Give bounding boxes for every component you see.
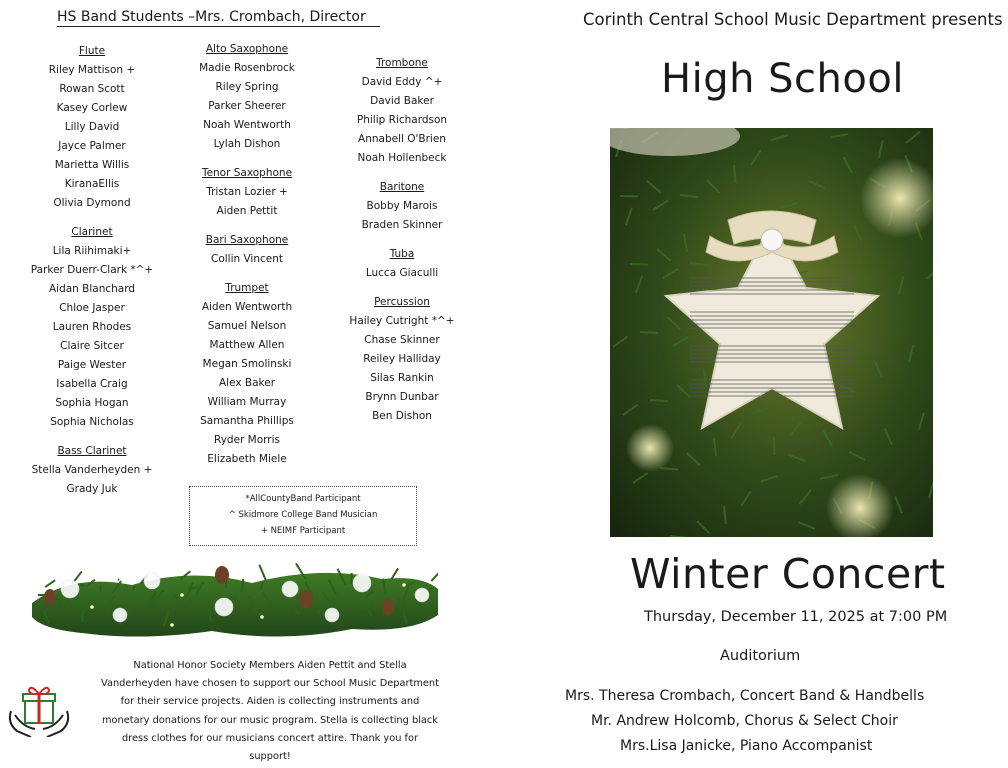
section-heading: Alto Saxophone bbox=[205, 43, 289, 55]
student-name: KiranaEllis bbox=[64, 178, 120, 190]
student-name: Aiden Pettit bbox=[216, 205, 278, 217]
student-name: Grady Juk bbox=[66, 483, 118, 495]
band-students-header: HS Band Students –Mrs. Crombach, Director bbox=[57, 9, 380, 27]
student-name: Bobby Marois bbox=[366, 200, 438, 212]
student-name: Isabella Craig bbox=[56, 378, 128, 390]
section-gap bbox=[177, 221, 317, 231]
section-heading: Bari Saxophone bbox=[205, 234, 289, 246]
student-name: Chloe Jasper bbox=[59, 302, 125, 314]
student-name: Ben Dishon bbox=[372, 410, 432, 422]
legend-item: + NEIMF Participant bbox=[260, 526, 346, 536]
student-name: Rowan Scott bbox=[59, 83, 125, 95]
student-name: Stella Vanderheyden + bbox=[31, 464, 153, 476]
section-heading: Trumpet bbox=[225, 282, 269, 294]
student-name: Collin Vincent bbox=[210, 253, 284, 265]
pine-needle bbox=[188, 588, 198, 589]
pine-needle bbox=[118, 579, 119, 580]
nhs-note-line: dress clothes for our musicians concert attire. Thank you for support! bbox=[121, 732, 419, 763]
staff-line: Mr. Andrew Holcomb, Chorus & Select Choir bbox=[591, 713, 898, 729]
tree-needle bbox=[650, 400, 668, 401]
section-heading: Bass Clarinet bbox=[57, 445, 127, 457]
student-name: Alex Baker bbox=[218, 377, 276, 389]
student-name: Noah Wentworth bbox=[203, 119, 291, 131]
student-name: Samuel Nelson bbox=[207, 320, 287, 332]
concert-title-line1: High School bbox=[661, 56, 904, 102]
section-gap bbox=[22, 432, 162, 442]
student-name: Kasey Corlew bbox=[56, 102, 128, 114]
tree-needle bbox=[630, 264, 648, 265]
participant-legend bbox=[189, 486, 417, 546]
student-name: Madie Rosenbrock bbox=[199, 62, 295, 74]
student-name: Aidan Blanchard bbox=[48, 283, 136, 295]
nhs-note-line: National Honor Society Members Aiden Pettit and Stella bbox=[133, 660, 407, 671]
student-name: David Baker bbox=[370, 95, 434, 107]
pine-needle bbox=[45, 580, 55, 587]
student-name: Parker Duerr-Clark *^+ bbox=[30, 264, 154, 276]
concert-date: Thursday, December 11, 2025 at 7:00 PM bbox=[644, 609, 948, 625]
student-name: Lilly David bbox=[64, 121, 120, 133]
roster-column-1 bbox=[22, 42, 162, 499]
student-name: Riley Spring bbox=[215, 81, 279, 93]
star-ornament-photo bbox=[610, 128, 933, 537]
section-heading: Trombone bbox=[376, 57, 428, 69]
nhs-note bbox=[100, 657, 440, 766]
student-name: Lucca Giaculli bbox=[365, 267, 439, 279]
student-name: Megan Smolinski bbox=[202, 358, 292, 370]
student-name: Samantha Phillips bbox=[200, 415, 294, 427]
student-name: Silas Rankin bbox=[370, 372, 434, 384]
student-name: Parker Sheerer bbox=[208, 100, 286, 112]
pine-needle bbox=[259, 565, 266, 581]
student-name: Lila Riihimaki+ bbox=[52, 245, 132, 257]
student-name: Philip Richardson bbox=[356, 114, 448, 126]
pine-needle bbox=[228, 598, 237, 599]
nhs-note-line: monetary donations for our music program. Stella is collecting black bbox=[102, 714, 438, 726]
section-gap bbox=[177, 154, 317, 164]
pine-garland-image bbox=[32, 555, 438, 643]
student-name: Lylah Dishon bbox=[213, 138, 281, 150]
student-name: Sophia Hogan bbox=[55, 397, 129, 409]
student-name: David Eddy ^+ bbox=[361, 76, 443, 88]
student-name: Claire Sitcer bbox=[60, 340, 124, 352]
concert-title-line2: Winter Concert bbox=[630, 550, 946, 598]
tree-needle bbox=[640, 332, 658, 333]
student-name: Braden Skinner bbox=[361, 219, 443, 231]
legend-item: ^ Skidmore College Band Musician bbox=[228, 510, 378, 520]
section-gap bbox=[332, 283, 472, 293]
student-name: Jayce Palmer bbox=[58, 140, 126, 152]
student-name: Elizabeth Miele bbox=[207, 453, 287, 465]
student-name: Paige Wester bbox=[57, 359, 127, 371]
section-gap bbox=[332, 235, 472, 245]
student-name: Hailey Cutright *^+ bbox=[349, 315, 455, 327]
student-name: Noah Hollenbeck bbox=[357, 152, 447, 164]
staff-line: Mrs.Lisa Janicke, Piano Accompanist bbox=[620, 738, 873, 754]
section-heading: Percussion bbox=[374, 296, 430, 308]
pine-needle bbox=[431, 570, 438, 581]
section-heading: Tenor Saxophone bbox=[201, 167, 293, 179]
student-name: Annabell O'Brien bbox=[358, 133, 446, 145]
section-heading: Baritone bbox=[379, 181, 425, 193]
staff-line: Mrs. Theresa Crombach, Concert Band & Handbells bbox=[565, 688, 925, 704]
student-name: Sophia Nicholas bbox=[50, 416, 134, 428]
section-heading: Tuba bbox=[389, 248, 415, 260]
student-name: Brynn Dunbar bbox=[365, 391, 439, 403]
student-name: Chase Skinner bbox=[364, 334, 440, 346]
student-name: Marietta Willis bbox=[54, 159, 130, 171]
student-name: Ryder Morris bbox=[213, 434, 281, 446]
student-name: Lauren Rhodes bbox=[52, 321, 132, 333]
section-heading: Flute bbox=[78, 45, 106, 57]
pine-needle bbox=[242, 579, 243, 592]
student-name: Matthew Allen bbox=[209, 339, 285, 351]
student-name: Olivia Dymond bbox=[53, 197, 131, 209]
legend-item: *AllCountyBand Participant bbox=[245, 494, 361, 504]
nhs-note-line: for their service projects. Aiden is collecting instruments and bbox=[120, 696, 420, 708]
student-name: Aiden Wentworth bbox=[201, 301, 293, 313]
student-name: Riley Mattison + bbox=[48, 64, 136, 76]
roster-column-3 bbox=[332, 54, 472, 426]
concert-venue: Auditorium bbox=[720, 648, 801, 664]
section-gap bbox=[332, 168, 472, 178]
student-name: Tristan Lozier + bbox=[206, 186, 288, 198]
roster-column-2 bbox=[177, 40, 317, 469]
section-gap bbox=[22, 213, 162, 223]
student-name: Reiley Halliday bbox=[363, 353, 441, 365]
section-heading: Clarinet bbox=[71, 226, 113, 238]
gift-hands-icon bbox=[5, 681, 73, 737]
pine-needle bbox=[391, 568, 398, 579]
section-gap bbox=[177, 269, 317, 279]
student-name: William Murray bbox=[207, 396, 287, 408]
presents-line: Corinth Central School Music Department presents bbox=[583, 10, 1003, 29]
nhs-note-line: Vanderheyden have chosen to support our School Music Department bbox=[101, 678, 439, 690]
